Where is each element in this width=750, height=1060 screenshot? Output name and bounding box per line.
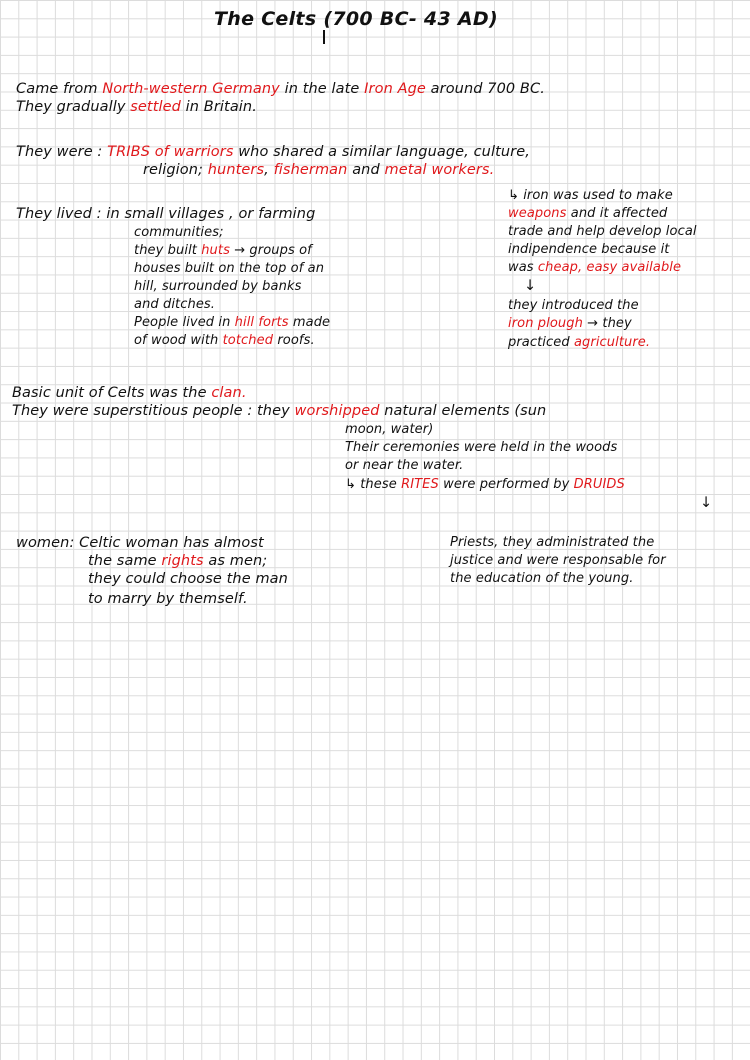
lived-line-7 xyxy=(134,314,330,331)
druids-line-1: Priests, they administrated the xyxy=(450,535,655,550)
highlight-metal-workers: metal workers. xyxy=(384,162,495,178)
iron-line-6: they introduced the xyxy=(508,298,639,313)
text: who shared a similar language, culture, xyxy=(238,144,530,160)
text: Basic unit of Celts was the xyxy=(12,385,207,401)
highlight-origin: North-western Germany xyxy=(102,81,280,97)
highlight-tribs: TRIBS of warriors xyxy=(107,144,234,160)
text: and xyxy=(352,162,380,178)
superstition-line-3: Their ceremonies were held in the woods xyxy=(345,440,618,455)
highlight-fisherman: fisherman xyxy=(273,162,348,178)
text: the same xyxy=(88,553,157,569)
highlight-settled: settled xyxy=(130,99,181,115)
women-line-1: women: Celtic woman has almost xyxy=(16,535,264,551)
text: was xyxy=(508,260,534,275)
text: → they xyxy=(587,316,632,331)
highlight-iron-plough: iron plough xyxy=(508,316,583,331)
highlight-iron-age: Iron Age xyxy=(364,81,426,97)
text: ↳ these xyxy=(345,477,397,492)
iron-line-7 xyxy=(508,315,632,332)
lived-line-6: and ditches. xyxy=(134,297,216,312)
women-line-3: they could choose the man xyxy=(88,571,288,587)
text: around 700 BC. xyxy=(430,81,545,97)
text: and it affected xyxy=(570,206,668,221)
druids-line-3: the education of the young. xyxy=(450,571,634,586)
page-title: The Celts (700 BC- 43 AD) xyxy=(214,8,498,30)
text: in Britain. xyxy=(185,99,257,115)
intro-line-1 xyxy=(16,80,545,98)
highlight-rites: RITES xyxy=(401,477,439,492)
text: religion; xyxy=(143,162,204,178)
iron-line-5 xyxy=(508,259,681,276)
lived-line-5: hill, surrounded by banks xyxy=(134,279,302,294)
highlight-rights: rights xyxy=(161,553,204,569)
intro-line-2 xyxy=(16,98,257,116)
highlight-hunters: hunters xyxy=(207,162,265,178)
highlight-weapons: weapons xyxy=(508,206,567,221)
text: They lived : xyxy=(16,206,102,222)
druids-line-2: justice and were responsable for xyxy=(450,553,666,568)
text: in small villages , or farming xyxy=(106,206,316,222)
down-arrow-icon: ↓ xyxy=(524,278,537,294)
down-arrow-icon: ↓ xyxy=(700,495,713,511)
highlight-worshipped: worshipped xyxy=(294,403,380,419)
text: , xyxy=(264,162,269,178)
text: practiced xyxy=(508,335,570,350)
text: they built xyxy=(134,243,197,258)
iron-line-1: ↳ iron was used to make xyxy=(508,188,673,203)
lived-line-3 xyxy=(134,242,312,259)
iron-line-4: indipendence because it xyxy=(508,242,670,257)
women-line-4: to marry by themself. xyxy=(88,591,248,607)
highlight-druids: DRUIDS xyxy=(573,477,625,492)
superstition-line-4: or near the water. xyxy=(345,458,464,473)
clan-line xyxy=(12,384,247,402)
text: were performed by xyxy=(443,477,570,492)
text: as men; xyxy=(208,553,268,569)
highlight-hill-forts: hill forts xyxy=(234,315,289,330)
superstition-line-1 xyxy=(12,402,546,420)
text: roofs. xyxy=(277,333,315,348)
highlight-huts: huts xyxy=(201,243,230,258)
text: They were : xyxy=(16,144,103,160)
text: → groups of xyxy=(234,243,312,258)
text: natural elements (sun xyxy=(384,403,547,419)
were-line-1 xyxy=(16,143,530,161)
superstition-line-5 xyxy=(345,476,625,493)
text: of wood with xyxy=(134,333,219,348)
were-line-2 xyxy=(143,161,494,179)
highlight-agriculture: agriculture. xyxy=(573,335,651,350)
text: made xyxy=(292,315,331,330)
iron-line-2 xyxy=(508,205,667,222)
text: They were superstitious people : they xyxy=(12,403,290,419)
iron-line-3: trade and help develop local xyxy=(508,224,697,239)
women-line-2 xyxy=(88,552,267,570)
lived-line-1 xyxy=(16,205,315,223)
superstition-line-2: moon, water) xyxy=(345,422,434,437)
text: Came from xyxy=(16,81,98,97)
lived-line-8 xyxy=(134,332,315,349)
text: in the late xyxy=(284,81,360,97)
highlight-clan: clan. xyxy=(211,385,247,401)
lived-line-4: houses built on the top of an xyxy=(134,261,325,276)
lived-line-2: communities; xyxy=(134,225,224,240)
highlight-totched: totched xyxy=(222,333,274,348)
text: They gradually xyxy=(16,99,126,115)
text: People lived in xyxy=(134,315,231,330)
highlight-cheap: cheap, easy available xyxy=(537,260,682,275)
title-tick-mark xyxy=(323,30,325,44)
iron-line-8 xyxy=(508,334,650,351)
